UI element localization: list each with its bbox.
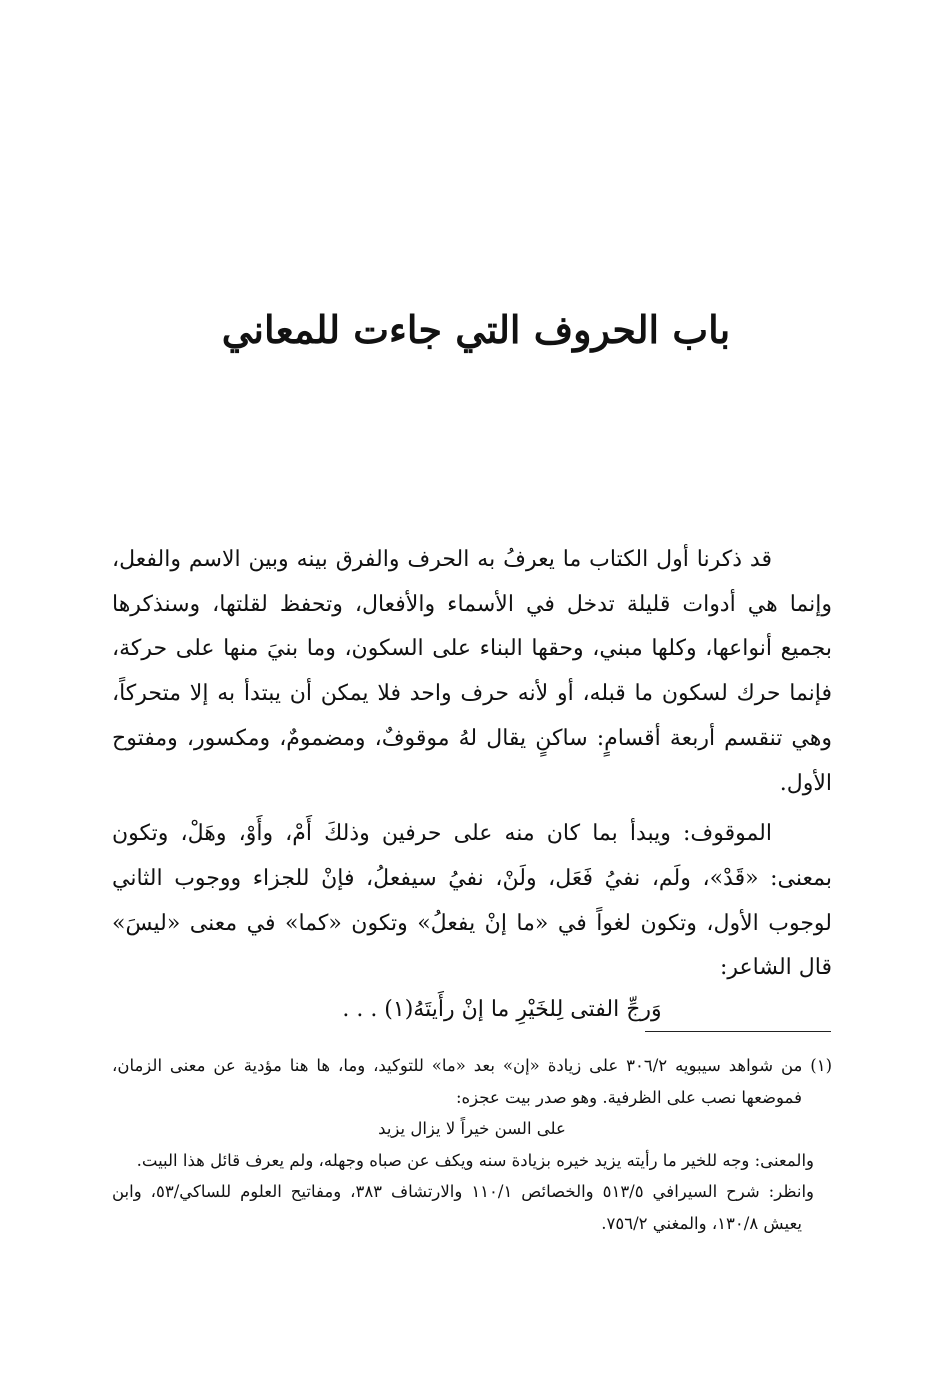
poetry-verse: وَرجِّ الفتى لِلخَيْرِ ما إنْ رأَيتَهُ(١) . . .	[342, 997, 662, 1022]
chapter-title: باب الحروف التي جاءت للمعاني	[221, 307, 731, 352]
footnotes	[112, 1050, 832, 1239]
footnote-meaning: والمعنى: وجه للخير ما رأيته يزيد خيره بزيادة سنه ويكف عن صباه وجهله، ولم يعرف قائل هذا البيت.	[136, 1150, 814, 1170]
main-text	[112, 538, 832, 991]
footnote-separator	[645, 1031, 831, 1032]
footnote-sources: وانظر: شرح السيرافي ٥١٣/٥ والخصائص ١١٠/١ والارتشاف ٣٨٣، ومفاتيح العلوم للساكي/٥٣، وابن يعيش ١٣٠/٨، والمغني ٧٥٦/٢.	[112, 1182, 814, 1233]
paragraph-intro: قد ذكرنا أول الكتاب ما يعرفُ به الحرف والفرق بينه وبين الاسم والفعل، وإنما هي أدوات قليلة تدخل في الأسماء والأفعال، وتحفظ لقلتها، وسنذكرها بجميع أنواعها، وكلها مبني، وحقها البناء على السكون، وما بنيَ منها على حركة، فإنما حرك لسكون ما قبله، أو لأنه حرف واحد فلا يمكن أن يبتدأ به إلا متحركاً، وهي تنقسم أربعة أقسامٍ: ساكنٍ يقال لهُ موقوفٌ، ومضمومٌ، ومكسور، ومفتوح الأول.	[112, 547, 832, 796]
footnote-1: (١) من شواهد سيبويه ٣٠٦/٢ على زيادة «إن» بعد «ما» للتوكيد، وما، ها هنا مؤدية عن معنى الزمان، فموضعها نصب على الظرفية. وهو صدر بيت عجزه:	[112, 1056, 833, 1107]
footnote-verse: على السن خيراً لا يزال يزيد	[378, 1119, 566, 1138]
paragraph-mawquf: الموقوف: ويبدأ بما كان منه على حرفين وذلكَ أَمْ، وأَوْ، وهَلْ، وتكون بمعنى: «قَدْ»، ولَم، نفيُ فَعَل، ولَنْ، نفيُ سيفعلُ، فإنْ للجزاء ووجوب الثاني لوجوب الأول، وتكون لغواً في «ما إنْ يفعلُ» وتكون «كما» في معنى «ليسَ» قال الشاعر:	[112, 821, 832, 981]
